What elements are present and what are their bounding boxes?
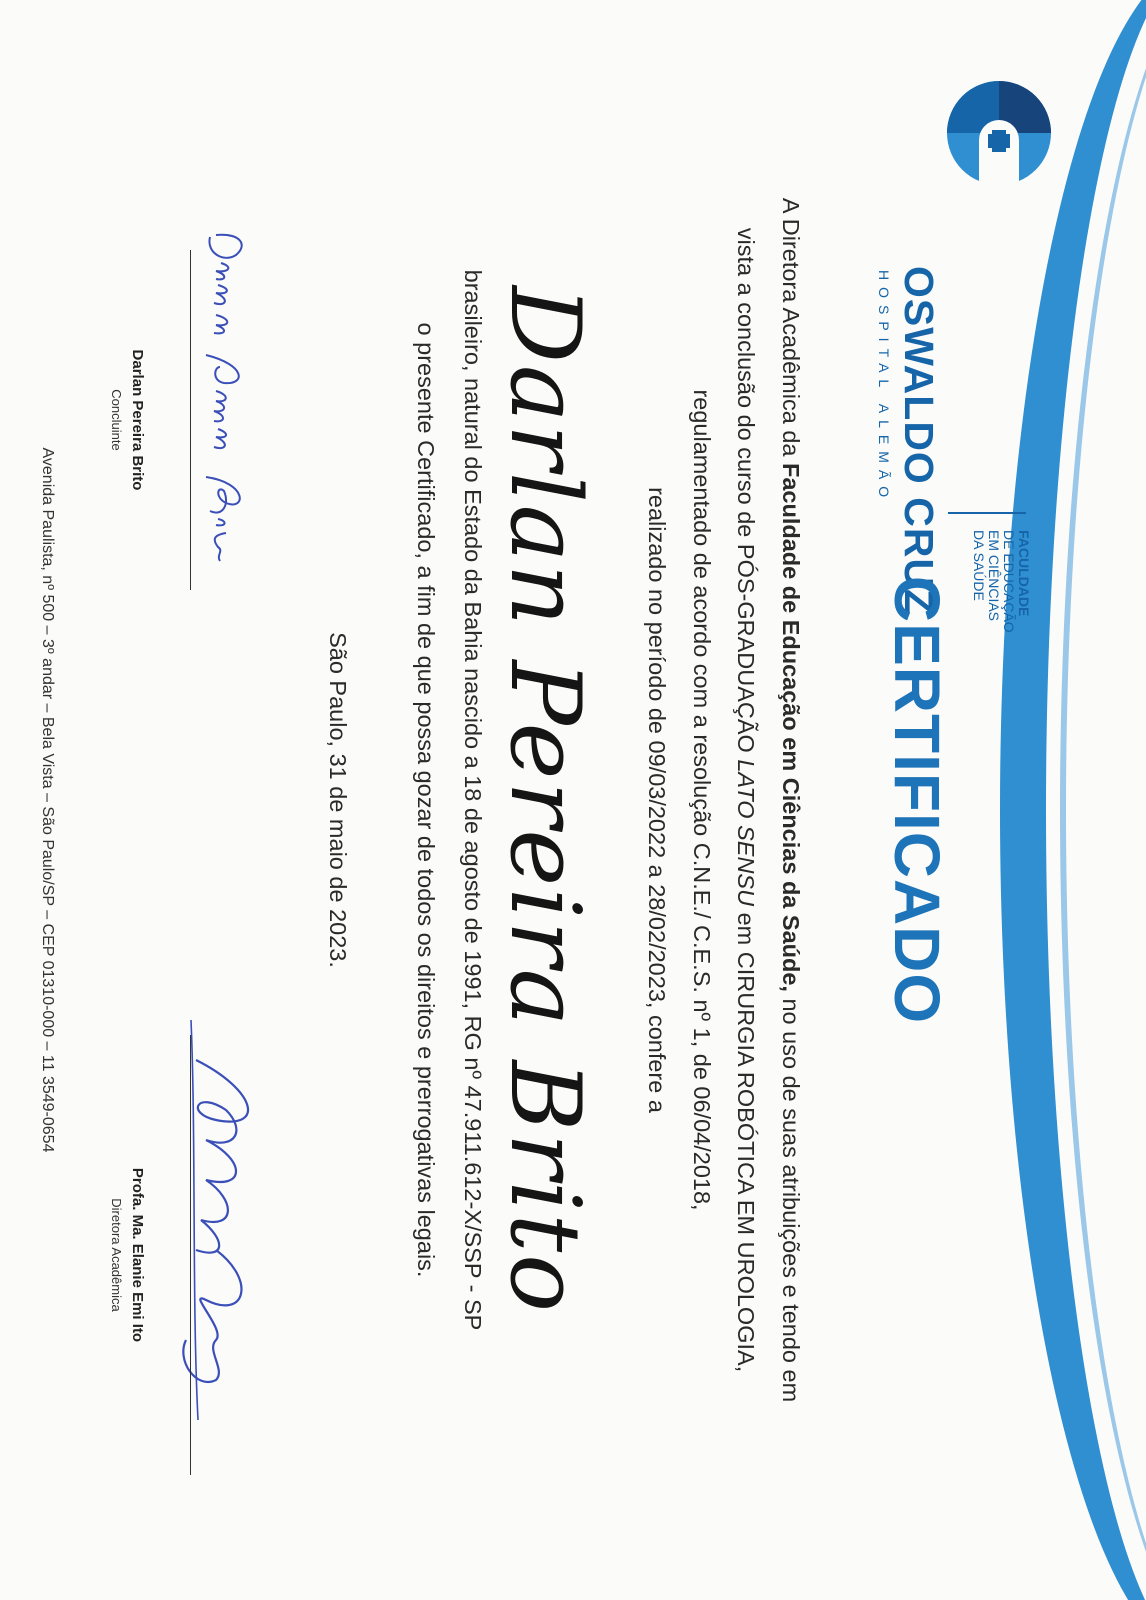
faculty-line: DA SAÚDE xyxy=(971,530,987,601)
director-signature xyxy=(156,1000,296,1430)
graduate-signature xyxy=(176,215,276,575)
body-line-6: o presente Certificado, a fim de que possa gozar de todos os direitos e prerrogativas legais. xyxy=(413,322,439,1278)
brand-subtitle: HOSPITAL ALEMÃO xyxy=(876,270,892,505)
certificate-title: CERTIFICADO xyxy=(881,575,953,1025)
director-signatory-name: Profa. Ma. Elanie Emi Ito xyxy=(129,1167,146,1343)
faculty-name xyxy=(971,530,1031,633)
body-text: em CIRURGIA ROBÓTICA EM UROLOGIA, xyxy=(733,906,759,1373)
graduate-name: Darlan Pereira Brito xyxy=(489,285,601,1315)
body-line-1 xyxy=(777,0,804,1600)
signature-line-right xyxy=(190,1035,191,1475)
body-text: vista a conclusão do curso de PÓS-GRADUAÇÃO xyxy=(733,227,759,760)
oswaldo-cruz-logo-icon xyxy=(944,78,1054,188)
graduate-signatory-role: Concluinte xyxy=(109,389,124,451)
body-line-3: regulamentado de acordo com a resolução C.N.E./ C.E.S. nº 1, de 06/04/2018, xyxy=(689,389,715,1211)
body-text: A Diretora Acadêmica da xyxy=(778,197,804,463)
faculty-name-bold: Faculdade de Educação em Ciências da Saúde, xyxy=(778,463,804,992)
body-line-2 xyxy=(732,0,759,1600)
graduate-signatory-name: Darlan Pereira Brito xyxy=(129,349,146,491)
director-signatory-role: Diretora Acadêmica xyxy=(109,1198,124,1312)
faculty-line: FACULDADE xyxy=(1016,530,1032,617)
footer-address: Avenida Paulista, nº 500 – 3º andar – Bela Vista – São Paulo/SP – CEP 01310-000 – 11 3549-0654 xyxy=(39,447,56,1153)
logo-divider xyxy=(948,512,1026,514)
body-line-4: realizado no período de 09/03/2022 a 28/02/2023, confere a xyxy=(644,487,670,1113)
place-and-date: São Paulo, 31 de maio de 2023. xyxy=(325,632,351,968)
body-text: no uso de suas atribuições e tendo em xyxy=(778,991,804,1403)
body-line-5: brasileiro, natural do Estado da Bahia nascido a 18 de agosto de 1991, RG nº 47.911.612-X/SSP - SP xyxy=(460,269,486,1331)
faculty-line: DE EDUCAÇÃO xyxy=(1001,530,1017,633)
brand-name: OSWALDO CRUZ xyxy=(896,266,942,616)
signature-line-left xyxy=(190,250,191,590)
faculty-line: EM CIÊNCIAS xyxy=(986,530,1002,622)
course-type-italic: LATO SENSU xyxy=(733,759,759,907)
